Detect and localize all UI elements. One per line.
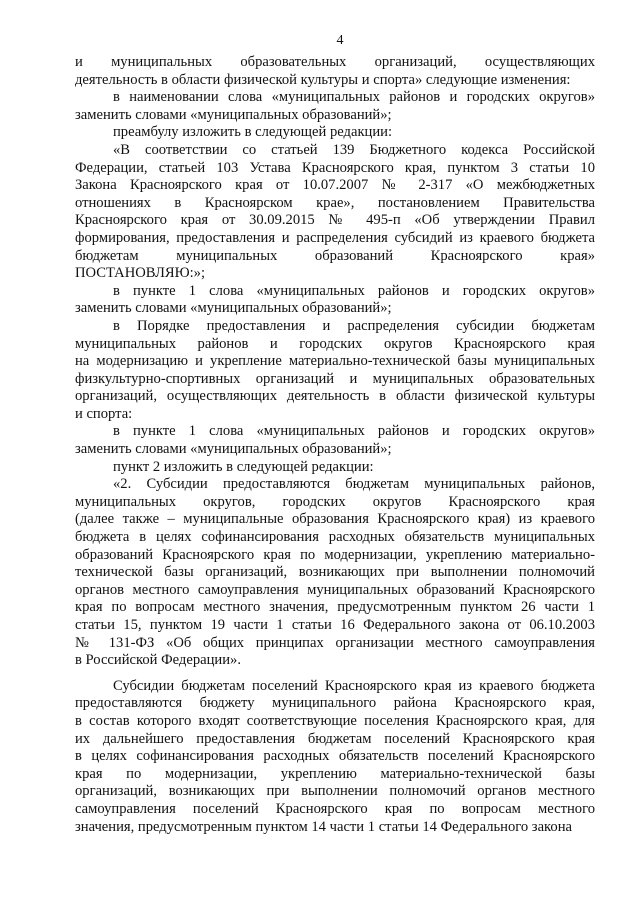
text-line: № 131-ФЗ «Об общих принципах организации местного самоуправления bbox=[75, 634, 595, 651]
text-line: края по вопросам местного значения, предусмотренным пунктом 26 части 1 bbox=[75, 599, 595, 616]
text-line: деятельность в области физической культуры и спорта» следующие изменения: bbox=[75, 71, 571, 88]
text-line: в пункте 1 слова «муниципальных районов и городских округов» bbox=[113, 423, 595, 440]
text-line: «2. Субсидии предоставляются бюджетам муниципальных районов, bbox=[113, 476, 595, 493]
text-line: преамбулу изложить в следующей редакции: bbox=[113, 124, 393, 141]
text-line: статьи 15, пунктом 19 части 1 статьи 16 Федерального закона от 06.10.2003 bbox=[75, 617, 595, 633]
text-line: органов местного самоуправления муниципальных образований Красноярского bbox=[75, 581, 595, 598]
text-line: технической базы организаций, возникающих при выполнении полномочий bbox=[75, 564, 595, 581]
text-line: бюджетам муниципальных образований Красноярского края» bbox=[75, 247, 595, 264]
text-line: отношениях в Красноярском крае», постановлением Правительства bbox=[75, 194, 595, 211]
text-line: предоставляются бюджету муниципального района Красноярского края, bbox=[75, 695, 595, 712]
text-line: в наименовании слова «муниципальных районов и городских округов» bbox=[113, 89, 595, 106]
text-line: организаций, возникающих при выполнении полномочий органов местного bbox=[75, 783, 595, 800]
paragraph-point2-intro bbox=[75, 459, 595, 477]
text-line: формирования, предоставления и распределения субсидий из краевого бюджета bbox=[75, 229, 595, 246]
text-line: и муниципальных образовательных организаций, осуществляющих bbox=[75, 54, 595, 70]
text-line: в пункте 1 слова «муниципальных районов и городских округов» bbox=[113, 282, 595, 299]
text-line: края по модернизации, укреплению материально-технической базы bbox=[75, 765, 595, 782]
text-line: организаций, осуществляющих деятельность в области физической культуры bbox=[75, 388, 595, 405]
text-line: заменить словами «муниципальных образований»; bbox=[75, 106, 392, 123]
text-line: пункт 2 изложить в следующей редакции: bbox=[113, 458, 374, 475]
text-line: Субсидии бюджетам поселений Красноярского края из краевого бюджета bbox=[113, 677, 595, 694]
text-line: заменить словами «муниципальных образований»; bbox=[75, 441, 392, 458]
text-line: и спорта: bbox=[75, 405, 133, 422]
page-number: 4 bbox=[336, 33, 344, 48]
text-line: Федерации, статьей 103 Устава Красноярского края, пунктом 3 статьи 10 bbox=[75, 159, 595, 176]
paragraph-point2-text bbox=[75, 476, 595, 670]
text-line: муниципальных округов, городских округов Красноярского края bbox=[75, 493, 595, 510]
text-line: значения, предусмотренным пунктом 14 части 1 статьи 14 Федерального закона bbox=[75, 818, 572, 835]
text-line: самоуправления поселений Красноярского края по вопросам местного bbox=[75, 800, 595, 817]
text-line: Закона Красноярского края от 10.07.2007 № 2-317 «О межбюджетных bbox=[75, 177, 595, 194]
text-line: в состав которого входят соответствующие поселения Красноярского края, для bbox=[75, 712, 595, 729]
text-line: в Порядке предоставления и распределения субсидии бюджетам bbox=[113, 317, 595, 334]
paragraph-title-change bbox=[75, 89, 595, 124]
text-line: муниципальных районов и городских округов Красноярского края bbox=[75, 335, 595, 352]
paragraph-intro-continuation bbox=[75, 54, 595, 89]
text-line: на модернизацию и укрепление материально-технической базы муниципальных bbox=[75, 353, 595, 370]
paragraph-settlements-subsidies bbox=[75, 678, 595, 836]
text-line: в целях софинансирования расходных обязательств поселений Красноярского bbox=[75, 748, 595, 765]
text-line: ПОСТАНОВЛЯЮ:»; bbox=[75, 265, 206, 282]
text-line: заменить словами «муниципальных образований»; bbox=[75, 300, 392, 317]
paragraph-procedure-point1 bbox=[75, 423, 595, 458]
text-line: (далее также – муниципальные образования Красноярского края) из краевого bbox=[75, 511, 595, 528]
text-line: их дальнейшего предоставления бюджетам поселений Красноярского края bbox=[75, 730, 595, 747]
text-line: физкультурно-спортивных организаций и муниципальных образовательных bbox=[75, 370, 595, 387]
text-line: образований Красноярского края по модернизации, укреплению материально- bbox=[75, 546, 595, 563]
text-line: «В соответствии со статьей 139 Бюджетного кодекса Российской bbox=[113, 141, 595, 158]
text-line: бюджета в целях софинансирования расходных обязательств муниципальных bbox=[75, 529, 595, 546]
text-line: в Российской Федерации». bbox=[75, 652, 241, 669]
paragraph-point1-change bbox=[75, 283, 595, 318]
paragraph-preamble-intro bbox=[75, 124, 595, 142]
paragraph-preamble-text bbox=[75, 142, 595, 283]
paragraph-procedure-intro bbox=[75, 318, 595, 424]
text-line: Красноярского края от 30.09.2015 № 495-п «Об утверждении Правил bbox=[75, 212, 595, 229]
